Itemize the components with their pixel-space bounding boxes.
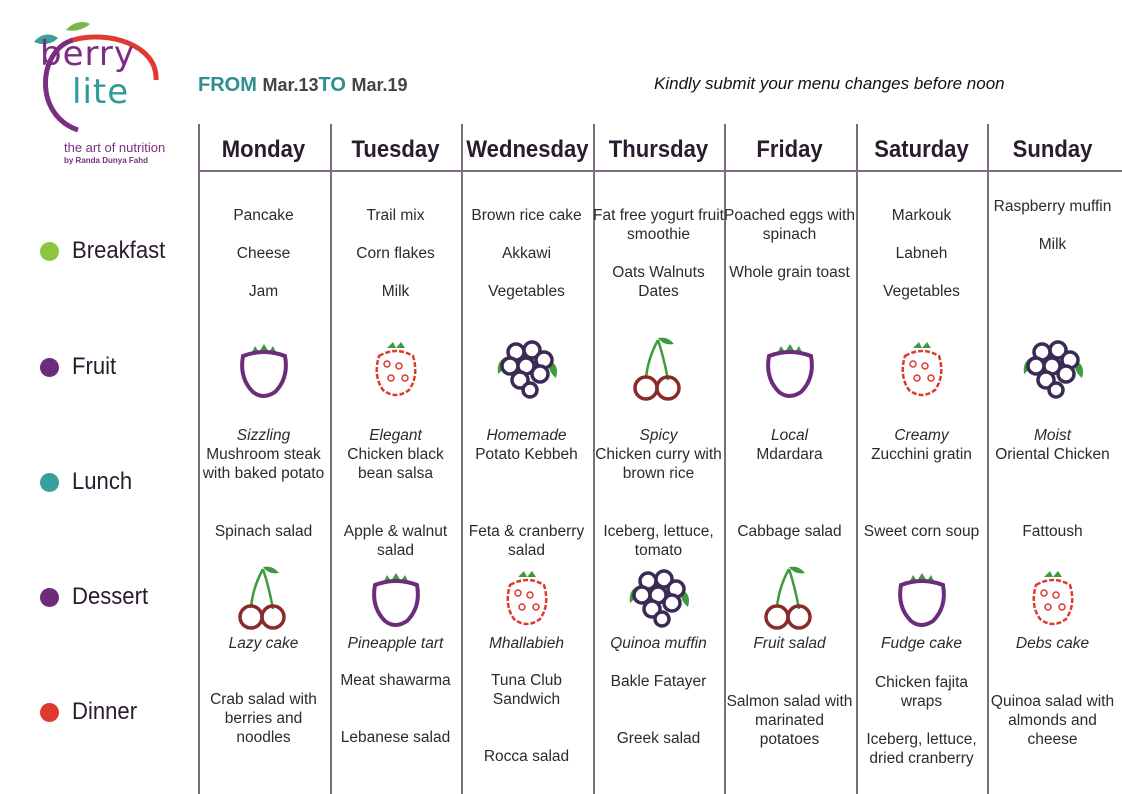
fruit-raspberry-icon [361, 334, 431, 404]
menu-item: Pancake [233, 207, 294, 224]
to-date: Mar.19 [351, 75, 408, 95]
dessert-grapes-icon [624, 563, 694, 633]
dinner-cell-thursday [593, 672, 724, 748]
lunch-side: Sweet corn soup [863, 523, 980, 540]
brand-tagline: the art of nutrition [64, 140, 166, 155]
menu-item: Greek salad [616, 730, 701, 747]
menu-item: Tuna Club Sandwich [491, 672, 562, 708]
dessert-raspberry-icon [1018, 563, 1088, 633]
day-header-thursday: Thursday [608, 136, 709, 163]
menu-item: Cheese [236, 245, 291, 262]
meal-row-lunch [40, 468, 137, 496]
fruit-grapes-icon [492, 334, 562, 404]
dessert-plum-icon [361, 563, 431, 633]
dessert-cell-thursday [593, 634, 724, 653]
breakfast-cell-monday [198, 206, 329, 301]
lunch-side-cell-thursday [593, 522, 724, 560]
fruit-plum-icon [755, 334, 825, 404]
fruit-cherries-icon [624, 334, 694, 404]
dessert-name: Debs cake [1015, 635, 1090, 652]
menu-item: Quinoa salad with almonds and cheese [990, 693, 1115, 748]
meal-dot-icon [40, 358, 59, 377]
fruit-plum-icon [229, 334, 299, 404]
dessert-raspberry-icon [492, 563, 562, 633]
lunch-side-cell-friday [724, 522, 855, 541]
lunch-side-cell-tuesday [330, 522, 461, 560]
dessert-cell-tuesday [330, 634, 461, 653]
fruit-grapes-icon [1018, 334, 1088, 404]
dessert-cherries-icon [755, 563, 825, 633]
meal-label: Lunch [72, 468, 133, 495]
meal-dot-icon [40, 473, 59, 492]
brand-name-top: berry [40, 34, 135, 74]
menu-item: Vegetables [488, 283, 565, 300]
menu-item: Crab salad with berries and noodles [210, 691, 317, 746]
from-date: Mar.13 [262, 75, 319, 95]
to-label: TO [318, 74, 346, 96]
lunch-side-cell-wednesday [461, 522, 592, 560]
dessert-name: Quinoa muffin [610, 635, 707, 652]
meal-label: Dinner [72, 698, 138, 725]
dessert-plum-icon [887, 563, 957, 633]
lunch-cell-tuesday [330, 426, 461, 483]
lunch-dish: Oriental Chicken [995, 446, 1110, 463]
menu-notice: Kindly submit your menu changes before noon [654, 74, 1005, 93]
dessert-name: Mhallabieh [489, 635, 564, 652]
dessert-cell-wednesday [461, 634, 592, 653]
from-label: FROM [198, 74, 257, 96]
dessert-cell-saturday [856, 634, 987, 653]
menu-item: Labneh [895, 245, 948, 262]
dessert-name: Fruit salad [753, 635, 826, 652]
meal-label: Fruit [72, 353, 117, 380]
breakfast-cell-thursday [593, 206, 724, 301]
brand-name-bottom: lite [72, 72, 130, 112]
dinner-cell-friday [724, 692, 855, 749]
lunch-dish: Potato Kebbeh [475, 446, 578, 463]
lunch-cell-monday [198, 426, 329, 483]
menu-item: Rocca salad [483, 748, 570, 765]
lunch-adjective: Sizzling [236, 427, 291, 444]
dessert-cell-monday [198, 634, 329, 653]
lunch-dish: Mushroom steak with baked potato [202, 446, 325, 482]
lunch-dish: Chicken curry with brown rice [595, 446, 722, 482]
lunch-adjective: Spicy [639, 427, 678, 444]
lunch-adjective: Local [770, 427, 809, 444]
lunch-adjective: Moist [1033, 427, 1072, 444]
dinner-cell-tuesday [330, 671, 461, 747]
dinner-cell-monday [198, 690, 329, 747]
dinner-cell-wednesday [461, 671, 592, 766]
menu-item: Chicken fajita wraps [874, 674, 969, 710]
menu-item: Vegetables [883, 283, 960, 300]
meal-row-fruit [40, 353, 120, 381]
dinner-cell-sunday [987, 692, 1118, 749]
meal-row-breakfast [40, 237, 173, 265]
lunch-dish: Zucchini gratin [871, 446, 972, 463]
lunch-side: Cabbage salad [737, 523, 842, 540]
date-range [198, 74, 408, 97]
day-header-saturday: Saturday [874, 136, 969, 163]
lunch-cell-thursday [593, 426, 724, 483]
menu-item: Oats Walnuts Dates [612, 264, 705, 300]
dessert-cell-friday [724, 634, 855, 653]
day-header-tuesday: Tuesday [351, 136, 440, 163]
dessert-name: Lazy cake [228, 635, 299, 652]
lunch-cell-sunday [987, 426, 1118, 464]
lunch-adjective: Creamy [894, 427, 949, 444]
meal-label: Dessert [72, 583, 149, 610]
lunch-cell-wednesday [461, 426, 592, 464]
lunch-side: Fattoush [1022, 523, 1083, 540]
fruit-raspberry-icon [887, 334, 957, 404]
lunch-side: Spinach salad [214, 523, 313, 540]
lunch-side: Apple & walnut salad [343, 523, 448, 559]
menu-item: Corn flakes [356, 245, 435, 262]
day-header-friday: Friday [756, 136, 823, 163]
lunch-side: Iceberg, lettuce, tomato [603, 523, 714, 559]
meal-label: Breakfast [72, 237, 166, 264]
meal-dot-icon [40, 703, 59, 722]
meal-row-dinner [40, 698, 143, 726]
menu-item: Salmon salad with marinated potatoes [726, 693, 853, 748]
meal-row-dessert [40, 583, 155, 611]
lunch-side: Feta & cranberry salad [468, 523, 585, 559]
dessert-name: Pineapple tart [347, 635, 444, 652]
menu-item: Akkawi [501, 245, 552, 262]
header-divider [198, 170, 1122, 172]
lunch-dish: Chicken black bean salsa [347, 446, 444, 482]
day-header-monday: Monday [221, 136, 306, 163]
breakfast-cell-saturday [856, 206, 987, 301]
breakfast-cell-friday [724, 206, 855, 282]
menu-item: Brown rice cake [471, 207, 582, 224]
lunch-side-cell-saturday [856, 522, 987, 541]
breakfast-cell-wednesday [461, 206, 592, 301]
menu-item: Lebanese salad [340, 729, 451, 746]
menu-item: Meat shawarma [340, 672, 451, 689]
menu-item: Fat free yogurt fruit smoothie [593, 207, 724, 243]
menu-item: Markouk [891, 207, 952, 224]
brand-byline: by Randa Dunya Fahd [64, 156, 149, 165]
day-header-sunday: Sunday [1012, 136, 1093, 163]
meal-dot-icon [40, 588, 59, 607]
menu-item: Bakle Fatayer [610, 673, 707, 690]
breakfast-cell-tuesday [330, 206, 461, 301]
menu-item: Trail mix [366, 207, 425, 224]
lunch-side-cell-monday [198, 522, 329, 541]
menu-item: Jam [248, 283, 279, 300]
menu-item: Iceberg, lettuce, dried cranberry [866, 731, 977, 767]
meal-dot-icon [40, 242, 59, 261]
lunch-side-cell-sunday [987, 522, 1118, 541]
lunch-cell-friday [724, 426, 855, 464]
dessert-cell-sunday [987, 634, 1118, 653]
lunch-cell-saturday [856, 426, 987, 464]
breakfast-cell-sunday [987, 197, 1118, 254]
lunch-adjective: Elegant [369, 427, 422, 444]
day-header-wednesday: Wednesday [466, 136, 589, 163]
menu-item: Whole grain toast [729, 264, 850, 281]
dessert-name: Fudge cake [881, 635, 962, 652]
lunch-dish: Mdardara [756, 446, 823, 463]
menu-item: Raspberry muffin [993, 198, 1112, 215]
menu-item: Milk [381, 283, 410, 300]
menu-item: Poached eggs with spinach [724, 207, 855, 243]
menu-item: Milk [1038, 236, 1067, 253]
dinner-cell-saturday [856, 673, 987, 768]
dessert-cherries-icon [229, 563, 299, 633]
lunch-adjective: Homemade [486, 427, 567, 444]
